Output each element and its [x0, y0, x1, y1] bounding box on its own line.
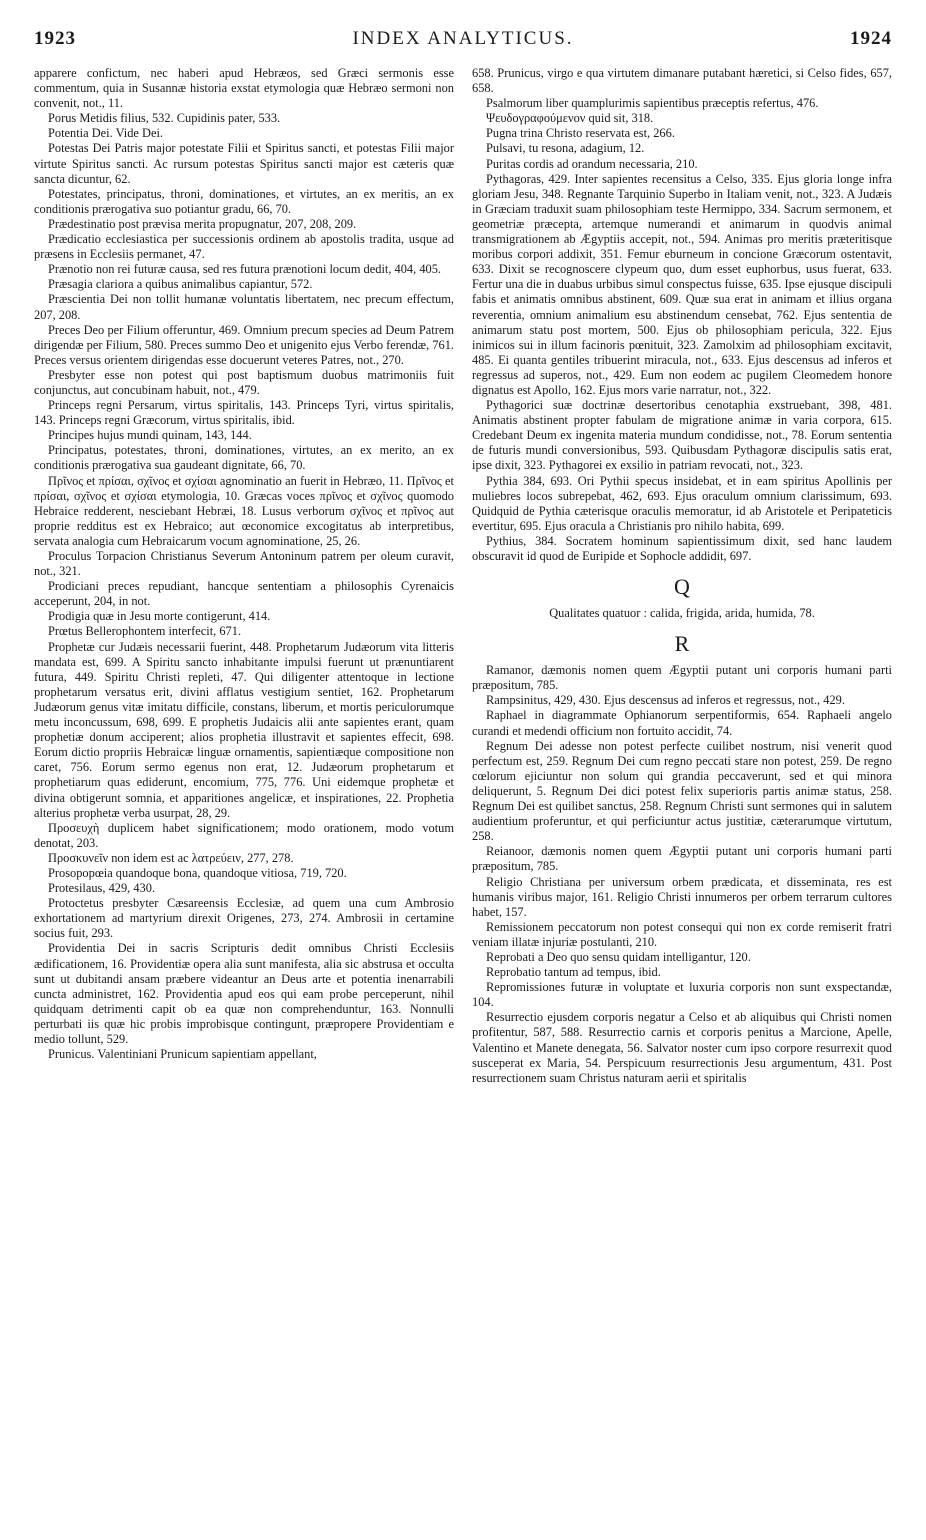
index-entry: Protesilaus, 429, 430.	[48, 881, 156, 896]
right-column-r-entries	[472, 663, 892, 1086]
index-entry: Prosopopœia quandoque bona, quandoque vitiosa, 719, 720.	[48, 865, 347, 880]
index-entry: Raphael in diagrammate Ophianorum serpentiformis, 654. Raphaeli angelo curandi et medendi officium non fortuito accidit, 74.	[472, 708, 892, 738]
page-header	[34, 28, 892, 60]
running-title: INDEX ANALYTICUS.	[352, 28, 574, 49]
index-entry: Reianoor, dæmonis nomen quem Ægyptii putant uni corporis humani parti præpositum, 785.	[472, 844, 892, 874]
index-entry: Ramanor, dæmonis nomen quem Ægyptii putant uni corporis humani parti præpositum, 785.	[472, 663, 892, 693]
index-entry: Præsagia clariora a quibus animalibus capiantur, 572.	[48, 277, 313, 292]
index-entry: Pythia 384, 693. Ori Pythii specus insidebat, et in eam spiritus Apollinis per muliebres locos subrepebat, 462, 693. Ejus oraculum omnium clarissimum, 693. Quidquid de Pythia cæterisque oraculis memoratur, id ab Aristotele et Peripateticis evertitur, 695. Ejus oracula a Christianis pro nihilo habita, 699.	[472, 473, 892, 533]
index-entry: Repromissiones futuræ in voluptate et luxuria corporis non sunt exspectandæ, 104.	[472, 980, 892, 1010]
index-entry: Proculus Torpacion Christianus Severum Antoninum patrem per oleum curavit, not., 321.	[34, 549, 454, 579]
index-entry: Protoctetus presbyter Cæsareensis Ecclesiæ, ad quem una cum Ambrosio exhortationem ad martyrium direxit Origenes, 273, 274. Ambrosii in certamine socius fuit, 293.	[34, 896, 454, 941]
index-entry: Præscientia Dei non tollit humanæ voluntatis libertatem, nec precum effectum, 207, 208.	[34, 292, 454, 322]
index-entry: 658. Prunicus, virgo e qua virtutem dimanare putabant hæretici, si Celso fides, 657, 658.	[472, 66, 892, 96]
index-entry: Princeps regni Persarum, virtus spiritalis, 143. Princeps Tyri, virtus spiritalis, 143. Princeps regni Græcorum, virtus spiritalis, ibid.	[34, 398, 454, 428]
index-entry: Reprobati a Deo quo sensu quidam intelligantur, 120.	[486, 949, 751, 964]
index-entry: Principes hujus mundi quinam, 143, 144.	[48, 428, 252, 443]
index-entry: Ψευδογραφούμενον quid sit, 318.	[486, 111, 654, 126]
index-entry: Πρῖνος et πρίσαι, σχῖνος et σχίσαι agnominatio an fuerit in Hebræo, 11. Πρῖνος et πρίσαι, σχῖνος et σχίσαι etymologia, 10. Græcas voces πρῖνος et σχῖνος quomodo Hebraice redderent, nesciebant Hebræi, 18. Lusus verborum σχῖνος et πρῖνος aut proprie redditus est ex Hebraico; aut œconomice excogitatus ab interpretibus, servata analogia cum Hebraicarum vocum agnominatione, 25, 26.	[34, 473, 454, 548]
index-entry: Presbyter esse non potest qui post baptismum duobus matrimoniis fuit conjunctus, aut concubinam habuit, not., 479.	[34, 367, 454, 397]
index-entry: Prædicatio ecclesiastica per successionis ordinem ab apostolis tradita, usque ad præsens in Ecclesiis permanet, 47.	[34, 232, 454, 262]
index-entry: Psalmorum liber quamplurimis sapientibus præceptis refertus, 476.	[486, 96, 819, 111]
index-entry: Porus Metidis filius, 532. Cupidinis pater, 533.	[48, 111, 281, 126]
index-entry: Pythagorici suæ doctrinæ desertoribus cenotaphia exstruebant, 398, 481. Animatis abstinent propter fabulam de migratione animæ in varia corpora, 615. Credebant Deum ex ingenita materia mundum condidisse, not., 78. Eorum sententia de futuris mundi conversionibus, 593. Quibusdam Pythagoræ discipulis satis erat, ipse dixit, 323. Pythagorei ex exsilio in patriam revocati, not., 323.	[472, 398, 892, 473]
index-entry: Preces Deo per Filium offeruntur, 469. Omnium precum species ad Deum Patrem dirigendæ per Filium, 580. Preces summo Deo et unigenito ejus Verbo ferendæ, 761. Preces versus orientem dirigendas esse docuerunt veteres Patres, not., 270.	[34, 322, 454, 367]
index-entry: Rampsinitus, 429, 430. Ejus descensus ad inferos et regressus, not., 429.	[486, 693, 845, 708]
index-entry: Reprobatio tantum ad tempus, ibid.	[486, 965, 661, 980]
index-entry: Pythagoras, 429. Inter sapientes recensitus a Celso, 335. Ejus gloria longe infra gloriam Jesu, 348. Regnante Tarquinio Superbo in Italiam venit, not., 323. A Judæis in Græciam traduxit suam philosophiam teste Hermippo, 334. Sacrum sermonem, et geometriæ præcepta, artemque numerandi et animarum in quodvis animal transmigrationem ab Ægyptiis accepit, not., 594. Animas pro meritis præteritisque moribus corpori addixit, 351. Femur eburneum in concione Græcorum ostentavit, 633. Dixit se recognoscere clypeum quo, dum esset euphorbus, usus fuerat, 633. Fertur una die in duabus urbibus simul conspectus fuisse, 635. Ipse ejusque discipuli fabis et animatis omnibus abstinent, 609. Quæ sua erat in animam et illius organa reverentia, omnium animalium esu abstinendum censebat, 762. Ejus sententia de animarum statu post mortem, 500. Ejus ob philosophiam pericula, 322. Ejus inimicos sui in illum facinoris pœnituit, 323. Zamolxim ad philosophiam excitavit, 485. Ei quanta gentiles tribuerint miracula, not., 633. Ejus descensus ad inferos et regressus ad superos, not., 429. Eum non eodem ac pugilem Cleomedem honore dignatus est Apollo, 162. Ejus mors varie narratur, not., 322.	[472, 171, 892, 397]
left-column	[34, 66, 454, 1521]
index-entry: Prænotio non rei futuræ causa, sed res futura prænotioni locum dedit, 404, 405.	[48, 262, 441, 277]
index-entry: Potentia Dei. Vide Dei.	[48, 126, 163, 141]
index-entry: Pulsavi, tu resona, adagium, 12.	[486, 141, 645, 156]
index-entry: Prœtus Bellerophontem interfecit, 671.	[48, 624, 242, 639]
index-entry: Pythius, 384. Socratem hominum sapientissimum dixit, sed hanc laudem obscuravit id quod de Euripide et Sophocle addidit, 697.	[472, 533, 892, 563]
index-entry: Providentia Dei in sacris Scripturis dedit omnibus Christi Ecclesiis ædificationem, 16. Providentiæ opera alia sunt manifesta, alia sic abstrusa et occulta sunt ut dubitandi ansam præbere videantur an Deus arte et potentia inenarrabili cuncta administret, 162. Providentia apud eos qui eam probe perceperunt, nihil quidquam detrimenti capit ob ea quæ non comprehenduntur, 163. Nonnulli perturbati iis quæ hic probis improbisque contingunt, præpropere Providentiam e medio tollunt, 529.	[34, 941, 454, 1046]
index-entry: Προσκυνεῖν non idem est ac λατρεύειν, 277, 278.	[48, 850, 294, 865]
index-entry: apparere confictum, nec haberi apud Hebræos, sed Græci sermonis esse commentum, quia in Susannæ historia exstat etymologia quæ Hebræo sermoni non convenit, not., 11.	[34, 66, 454, 111]
index-entry: Remissionem peccatorum non potest consequi qui non ex corde remiserit fratri veniam illatæ injuriæ postulanti, 210.	[472, 919, 892, 949]
page-number-right: 1924	[850, 28, 892, 49]
index-entry: Qualitates quatuor : calida, frigida, arida, humida, 78.	[549, 606, 815, 621]
index-entry: Religio Christiana per universum orbem prædicata, et disseminata, res est humanis viribus major, 161. Religio Christi innumeros per orbem terrarum cultores habet, 157.	[472, 874, 892, 919]
page-number-left: 1923	[34, 28, 76, 49]
index-entry: Prodigia quæ in Jesu morte contigerunt, 414.	[48, 609, 271, 624]
index-entry: Prophetæ cur Judæis necessarii fuerint, 448. Prophetarum Judæorum vita litteris mandata est, 699. A Spiritu sancto inhabitante impulsi fuerunt ut prænuntiarent futura, 449. Spiritu Christi repleti, 47. Qui diligenter attentoque in lectione prophetarum versatus erit, divini afflatus vestigium sentiet, 162. Prophetarum Judæorum genus vitæ imitatu difficile, constans, liberum, et mortis periculorumque metu inconcussum, 698, 699. E prophetis Judaicis alii ante sapientes erant, quam prophetiæ donum acciperent; alios prophetia illustravit et sapientes effecit, 698. Eorum dictio propriis Hebraicæ linguæ ornamentis, sapientiæque compositione non caret, 756. Eorum sermo egenus non erat, 12. Judæorum prophetarum et prophetiarum quas ediderunt, encomium, 775, 776. Uni eidemque prophetæ et divina obtigerunt somnia, et apparitiones angelicæ, et inspirationes, 22. Prophetia alterius prophetæ verba usurpat, 28, 29.	[34, 639, 454, 820]
index-entry: Prodiciani preces repudiant, hancque sententiam a philosophis Cyrenaicis acceperunt, 204, in not.	[34, 579, 454, 609]
index-entry: Potestas Dei Patris major potestate Filii et Spiritus sancti, et potestas Filii major virtute Spiritus sancti. Ac rursum potestas Spiritus sancti major est cæteris quæ sancta dicuntur, 62.	[34, 141, 454, 186]
section-letter-q: Q	[674, 574, 690, 600]
index-entry: Prædestinatio post prævisa merita propugnatur, 207, 208, 209.	[48, 216, 357, 231]
section-letter-r: R	[674, 631, 690, 657]
right-column	[472, 66, 892, 1521]
right-column-p-entries	[472, 66, 892, 564]
index-entry: Puritas cordis ad orandum necessaria, 210.	[486, 156, 698, 171]
index-entry: Προσευχὴ duplicem habet significationem; modo orationem, modo votum denotat, 203.	[34, 820, 454, 850]
index-entry: Regnum Dei adesse non potest perfecte cuilibet nostrum, nisi venerit quod perfectum est, 259. Regnum Dei cum regno peccati stare non potest, 259. De regno cœlorum ejiciuntur non solum qui grandia peccaverunt, sed et qui minora deliquerunt, 5. Regnum Dei dici potest felix superioris partis animæ status, 258. Regnum Dei est quilibet sanctus, 258. Regnum Christi sunt sermones qui in salutem audientium proferuntur, et qui perficiuntur actus justitiæ, cæterarumque virtutum, 258.	[472, 738, 892, 844]
index-entry: Prunicus. Valentiniani Prunicum sapientiam appellant,	[48, 1047, 317, 1062]
index-entry: Pugna trina Christo reservata est, 266.	[486, 126, 675, 141]
index-entry: Principatus, potestates, throni, dominationes, virtutes, an ex merito, an ex conditionis prærogativa sua gaudeant dignitate, 66, 70.	[34, 443, 454, 473]
index-entry: Potestates, principatus, throni, dominationes, et virtutes, an ex meritis, an ex conditionis prærogativa suo potiantur gradu, 66, 70.	[34, 186, 454, 216]
index-entry: Resurrectio ejusdem corporis negatur a Celso et ab aliquibus qui Christi nomen profitentur, 587, 588. Resurrectio carnis et corporis penitus a Marcione, Apelle, Valentino et Manete denegata, 56. Salvator noster cum ipso corpore resurrexit quod susceperat ex Maria, 54. Perspicuum resurrectionis Jesu argumentum, 431. Post resurrectionem suam Christus naturam aerii et spiritalis	[472, 1010, 892, 1085]
